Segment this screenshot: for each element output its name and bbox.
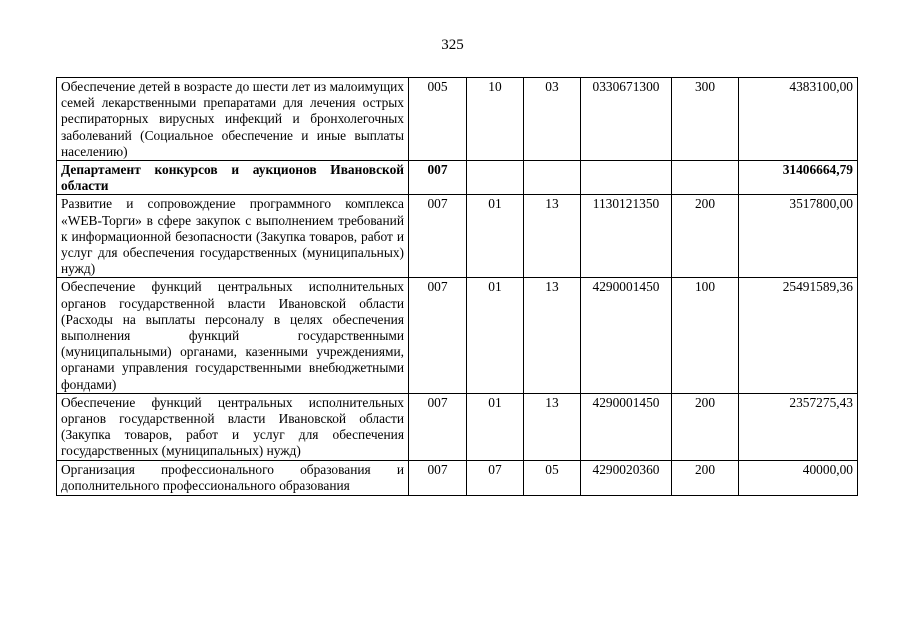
table-row (57, 460, 858, 495)
section-code: 01 (467, 393, 524, 460)
section-code: 10 (467, 78, 524, 161)
table-row (57, 161, 858, 195)
ministry-code: 007 (409, 460, 467, 495)
expense-name: Обеспечение детей в возрасте до шести лет из малоимущих семей лекарственными препаратами для лечения острых респираторных вирусных инфекций и бронхолегочных заболеваний (Социальное обеспечение и иные выплаты населению) (57, 78, 409, 161)
target-item-code: 4290001450 (581, 278, 672, 393)
subsection-code: 13 (524, 195, 581, 278)
expense-type-code: 200 (672, 393, 739, 460)
amount: 40000,00 (739, 460, 858, 495)
expense-type-code: 300 (672, 78, 739, 161)
expense-name: Обеспечение функций центральных исполнительных органов государственной власти Ивановской области (Закупка товаров, работ и услуг для обеспечения государственных (муниципальных) нужд) (57, 393, 409, 460)
amount: 4383100,00 (739, 78, 858, 161)
section-code: 07 (467, 460, 524, 495)
table-row (57, 393, 858, 460)
table-row (57, 195, 858, 278)
amount: 2357275,43 (739, 393, 858, 460)
expense-type-code: 100 (672, 278, 739, 393)
subsection-code: 05 (524, 460, 581, 495)
amount: 3517800,00 (739, 195, 858, 278)
target-item-code: 4290020360 (581, 460, 672, 495)
ministry-code: 007 (409, 195, 467, 278)
expense-name: Департамент конкурсов и аукционов Ивановской области (57, 161, 409, 195)
ministry-code: 007 (409, 161, 467, 195)
expense-type-code (672, 161, 739, 195)
expense-type-code: 200 (672, 195, 739, 278)
expense-name: Обеспечение функций центральных исполнительных органов государственной власти Ивановской области (Расходы на выплаты персоналу в целях обеспечения выполнения функций государственными (муниципальными) органами, казенными учреждениями, органами управления государственными внебюджетными фондами) (57, 278, 409, 393)
target-item-code (581, 161, 672, 195)
expense-name-text: Организация профессионального образования и дополнительного профессионального образования (61, 461, 404, 493)
budget-table (56, 77, 858, 496)
expense-name: Развитие и сопровождение программного комплекса «WEB-Торги» в сфере закупок с выполнением требований к информационной безопасности (Закупка товаров, работ и услуг для обеспечения государственных (муниципальных) нужд) (57, 195, 409, 278)
section-code (467, 161, 524, 195)
expense-name (57, 460, 409, 495)
table-row (57, 78, 858, 161)
table-row (57, 278, 858, 393)
amount: 31406664,79 (739, 161, 858, 195)
subsection-code: 03 (524, 78, 581, 161)
target-item-code: 4290001450 (581, 393, 672, 460)
section-code: 01 (467, 278, 524, 393)
ministry-code: 007 (409, 278, 467, 393)
section-code: 01 (467, 195, 524, 278)
ministry-code: 007 (409, 393, 467, 460)
target-item-code: 1130121350 (581, 195, 672, 278)
amount: 25491589,36 (739, 278, 858, 393)
target-item-code: 0330671300 (581, 78, 672, 161)
page-number: 325 (441, 37, 464, 53)
subsection-code: 13 (524, 278, 581, 393)
expense-type-code: 200 (672, 460, 739, 495)
subsection-code: 13 (524, 393, 581, 460)
subsection-code (524, 161, 581, 195)
ministry-code: 005 (409, 78, 467, 161)
